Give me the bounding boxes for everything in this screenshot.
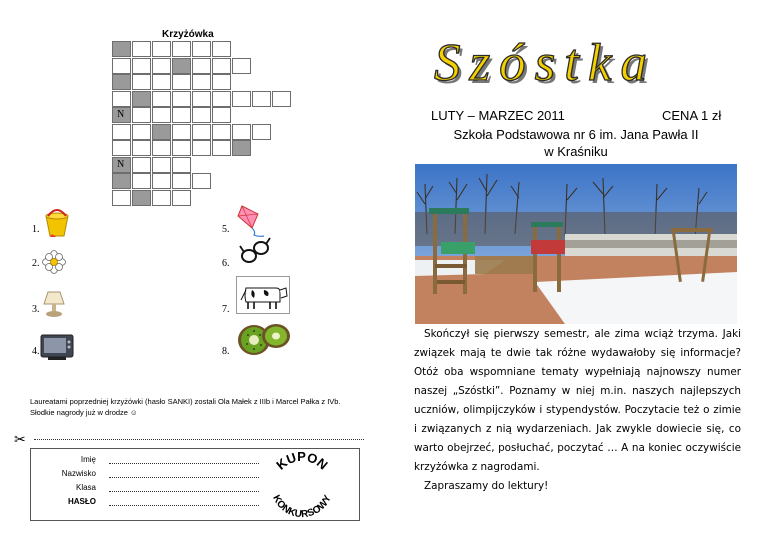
cow-icon [236, 276, 290, 314]
clue-number-6: 6. [222, 258, 230, 269]
crossword-cell[interactable] [212, 58, 231, 74]
clue-number-2: 2. [32, 258, 40, 269]
school-name [406, 126, 746, 160]
crossword-cell[interactable] [272, 91, 291, 107]
crossword-grid [112, 41, 312, 211]
school-line-1: Szkoła Podstawowa nr 6 im. Jana Pawła II [453, 127, 699, 142]
contest-coupon [30, 448, 360, 521]
school-line-2: w Kraśniku [544, 144, 608, 159]
flower-icon [42, 250, 66, 274]
clue-number-3: 3. [32, 304, 40, 315]
crossword-cell[interactable] [132, 58, 151, 74]
issue-date: LUTY – MARZEC 2011 [431, 108, 565, 123]
crossword-cell[interactable] [112, 190, 131, 206]
crossword-cell[interactable] [172, 157, 191, 173]
crossword-cell[interactable] [232, 91, 251, 107]
magazine-title: Szóstka [434, 34, 656, 92]
scissors-icon: ✂ [14, 431, 26, 447]
laureates-note: Laureatami poprzedniej krzyżówki (hasło SANKI) zostali Ola Małek z IIIb i Marcel Pałka z IVb. Słodkie nagrody już w drodze ☺ [30, 397, 341, 417]
surname-label: Nazwisko [61, 469, 96, 478]
crossword-cell[interactable] [132, 190, 151, 206]
cut-line [34, 439, 364, 440]
crossword-cell[interactable] [212, 74, 231, 90]
crossword-cell[interactable] [172, 173, 191, 189]
clue-number-5: 5. [222, 224, 230, 235]
glasses-icon [236, 236, 272, 268]
editorial-article [414, 325, 741, 496]
crossword-cell[interactable] [172, 58, 191, 74]
crossword-cell[interactable] [152, 91, 171, 107]
crossword-cell[interactable] [212, 41, 231, 57]
clue-number-1: 1. [32, 224, 40, 235]
crossword-cell[interactable] [232, 58, 251, 74]
badge-top-text: KUPON [273, 448, 331, 473]
coupon-row-password [31, 497, 261, 509]
crossword-cell[interactable] [172, 190, 191, 206]
crossword-cell[interactable] [212, 91, 231, 107]
crossword-cell[interactable] [132, 74, 151, 90]
crossword-letter: N [117, 109, 125, 120]
crossword-cell[interactable] [192, 74, 211, 90]
crossword-cell[interactable] [252, 124, 271, 140]
crossword-cell[interactable] [172, 140, 191, 156]
sand-bucket-icon [42, 206, 72, 238]
crossword-title: Krzyżówka [162, 29, 214, 40]
crossword-cell[interactable] [112, 157, 131, 173]
crossword-cell[interactable] [232, 140, 251, 156]
crossword-cell[interactable] [152, 41, 171, 57]
svg-text:KONKURSOWY [270, 493, 334, 520]
crossword-cell[interactable] [212, 140, 231, 156]
crossword-cell[interactable] [172, 41, 191, 57]
crossword-cell[interactable] [112, 74, 131, 90]
crossword-cell[interactable] [132, 41, 151, 57]
surname-field[interactable] [109, 477, 259, 478]
clue-number-4: 4. [32, 346, 40, 357]
crossword-cell[interactable] [192, 41, 211, 57]
crossword-cell[interactable] [252, 91, 271, 107]
crossword-cell[interactable] [212, 107, 231, 123]
crossword-cell[interactable] [132, 124, 151, 140]
crossword-cell[interactable] [192, 91, 211, 107]
clue-number-8: 8. [222, 346, 230, 357]
crossword-cell[interactable] [152, 173, 171, 189]
crossword-cell[interactable] [172, 91, 191, 107]
crossword-cell[interactable] [152, 140, 171, 156]
crossword-cell[interactable] [192, 124, 211, 140]
tv-icon [40, 334, 74, 360]
coupon-row-class [31, 483, 261, 495]
class-field[interactable] [109, 491, 259, 492]
crossword-cell[interactable] [112, 107, 131, 123]
coupon-badge [261, 446, 343, 528]
crossword-cell[interactable] [172, 74, 191, 90]
coupon-row-surname [31, 469, 261, 481]
crossword-cell[interactable] [132, 140, 151, 156]
crossword-cell[interactable] [152, 124, 171, 140]
clue-number-7: 7. [222, 304, 230, 315]
crossword-letter: N [117, 158, 125, 170]
first-name-label: Imię [80, 455, 96, 464]
issue-price: CENA 1 zł [662, 108, 722, 123]
crossword-cell[interactable] [192, 58, 211, 74]
crossword-cell[interactable] [152, 74, 171, 90]
crossword-cell[interactable] [152, 58, 171, 74]
crossword-cell[interactable] [152, 157, 171, 173]
crossword-cell[interactable] [132, 107, 151, 123]
crossword-cell[interactable] [192, 173, 211, 189]
crossword-cell[interactable] [112, 41, 131, 57]
badge-bottom-text: KONKURSOWY [270, 493, 334, 521]
crossword-cell[interactable] [192, 140, 211, 156]
crossword-cell[interactable] [152, 107, 171, 123]
coupon-row-first-name [31, 455, 261, 467]
kite-icon [236, 204, 266, 238]
password-label: HASŁO [68, 497, 96, 506]
crossword-cell[interactable] [112, 124, 131, 140]
crossword-cell[interactable] [232, 124, 251, 140]
lamp-icon [42, 290, 66, 318]
crossword-cell[interactable] [132, 173, 151, 189]
crossword-cell[interactable] [152, 190, 171, 206]
crossword-cell[interactable] [132, 157, 151, 173]
class-label: Klasa [75, 483, 96, 492]
crossword-cell[interactable] [112, 140, 131, 156]
password-field[interactable] [109, 505, 259, 506]
crossword-cell[interactable] [132, 91, 151, 107]
crossword-cell[interactable] [172, 107, 191, 123]
crossword-cell[interactable] [112, 91, 131, 107]
crossword-cell[interactable] [112, 58, 131, 74]
kiwi-icon [236, 318, 292, 358]
article-paragraph-1: Skończył się pierwszy semestr, ale zima wciąż trzyma. Jaki związek mają te dwie tak różne wydawałoby się informacje? Otóż oba wspomniane tematy wypełniają najnowszy numer naszej „Szóstki”. Poznamy w niej m.in. naszych najlepszych uczniów, olimpijczyków i stypendystów. Poczytacie też o zimie i związanych z nią wydarzeniach. Jak zwykle dowiecie się, co warto obejrzeć, posłuchać, poczytać … A na koniec oczywiście krzyżówka z nagrodami. [414, 328, 741, 473]
crossword-cell[interactable] [172, 124, 191, 140]
crossword-cell[interactable] [112, 173, 131, 189]
playground-photo [415, 164, 737, 324]
svg-text:KUPON [273, 449, 330, 473]
crossword-cell[interactable] [192, 107, 211, 123]
crossword-cell[interactable] [212, 124, 231, 140]
first-name-field[interactable] [109, 463, 259, 464]
article-paragraph-2: Zapraszamy do lektury! [424, 480, 549, 492]
